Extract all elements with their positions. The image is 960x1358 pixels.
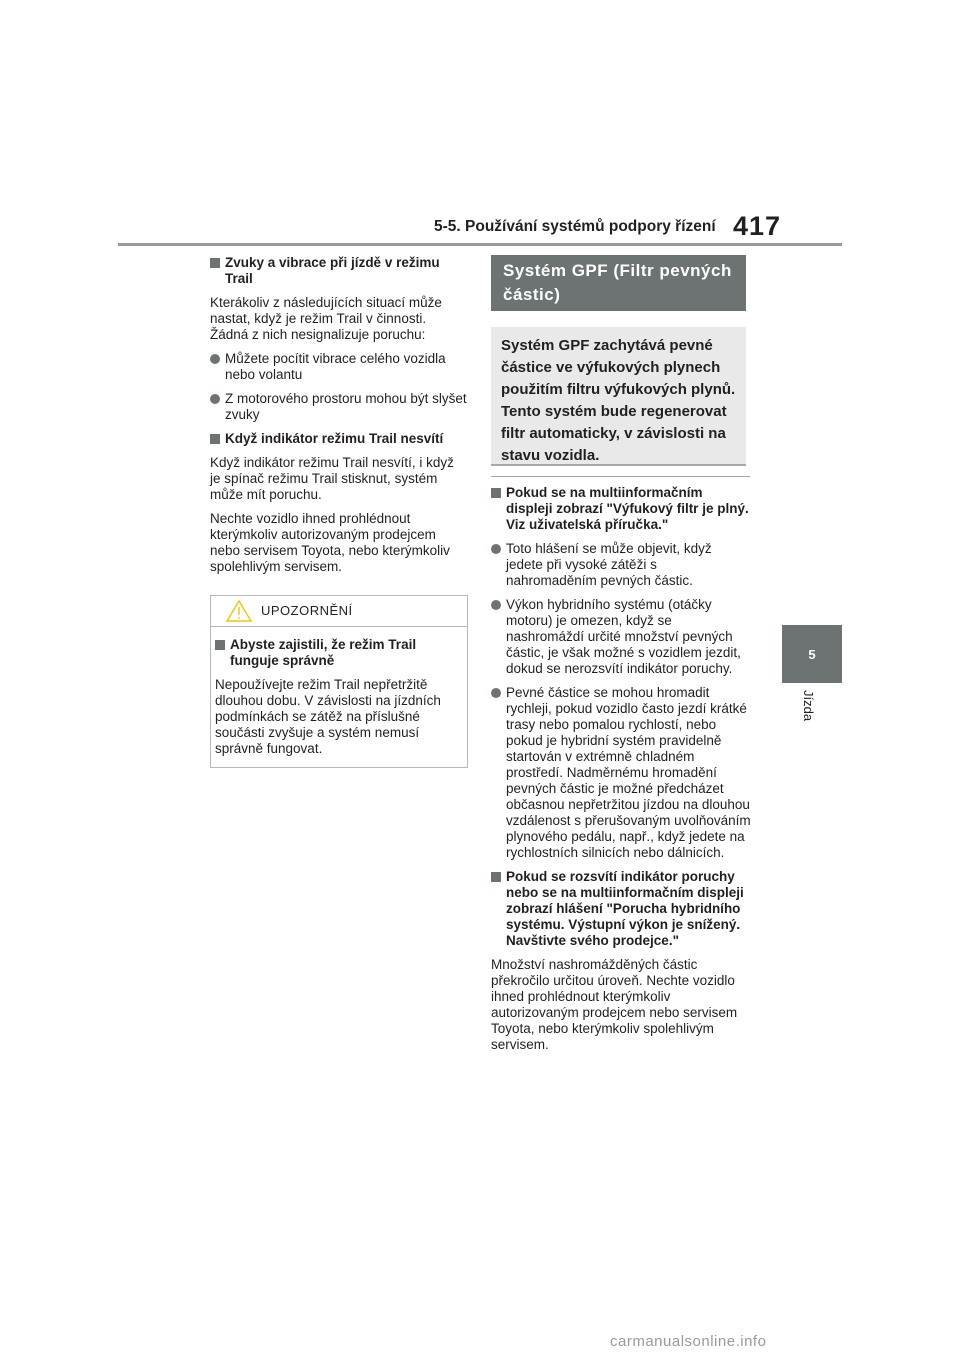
circle-bullet-icon (491, 688, 501, 698)
square-bullet-icon (210, 434, 220, 444)
list-item-text: Pevné částice se mohou hromadit rychleji, pokud vozidlo často jezdí krátké trasy nebo pomalou rychlostí, nebo pokud je hybridní systém pravidelně startován v extrémně chladném prostředí. Nadměrnému hromadění pevných částic je možné předcházet občasnou nepřetržitou jízdou na dlouhou vzdálenost s přerušovaným uvolňováním plynového pedálu, např., když jedete na rychlostních silnicích nebo dálnicích. (506, 685, 751, 860)
heading-text: Když indikátor režimu Trail nesvítí (225, 431, 444, 446)
list-item (491, 685, 751, 861)
warning-body (211, 627, 467, 767)
divider (491, 476, 750, 477)
list-item-text: Z motorového prostoru mohou být slyšet zvuky (225, 391, 467, 422)
square-bullet-icon (215, 640, 225, 650)
chapter-label: Jízda (801, 690, 816, 722)
page-number: 417 (733, 211, 782, 241)
right-column (491, 255, 751, 1061)
left-column (210, 255, 468, 768)
heading-text: Pokud se na multiinformačním displeji zobrazí "Výfukový filtr je plný. Viz uživatelská příručka." (506, 485, 749, 532)
circle-bullet-icon (491, 600, 501, 610)
circle-bullet-icon (210, 394, 220, 404)
heading-text: Abyste zajistili, že režim Trail funguje správně (230, 637, 417, 668)
square-bullet-icon (210, 258, 220, 268)
header-rule (118, 243, 842, 246)
list-item (210, 391, 468, 423)
square-bullet-icon (491, 872, 501, 882)
paragraph: Množství nashromážděných částic překročilo určitou úroveň. Nechte vozidlo ihned prohlédnout kterýmkoliv autorizovaným prodejcem nebo servisem Toyota, nebo kterýmkoliv spolehlivým servisem. (491, 957, 738, 1052)
warning-header (211, 596, 467, 627)
paragraph: Kterákoliv z následujících situací může nastat, když je režim Trail v činnosti. Žádná z nich nesignalizuje poruchu: (210, 295, 442, 342)
list-item (210, 351, 468, 383)
paragraph: Nechte vozidlo ihned prohlédnout kterýmkoliv autorizovaným prodejcem nebo servisem Toyota, nebo kterýmkoliv spolehlivým servisem. (210, 511, 450, 574)
square-bullet-icon (491, 488, 501, 498)
section-heading (491, 869, 751, 949)
list-item-text: Můžete pocítit vibrace celého vozidla nebo volantu (225, 351, 446, 382)
chapter-tab[interactable]: 5 (782, 625, 842, 683)
section-title: 5-5. Používání systémů podpory řízení (434, 218, 716, 235)
warning-title: UPOZORNĚNÍ (261, 603, 353, 618)
heading-text: Zvuky a vibrace při jízdě v režimu Trail (225, 255, 440, 286)
list-item-text: Výkon hybridního systému (otáčky motoru) je omezen, když se nashromáždí určité množství pevných částic, je však možné s vozidlem jezdit, dokud se nerozsvítí indikátor poruchy. (506, 597, 741, 676)
warning-box (210, 595, 468, 768)
heading-text: Pokud se rozsvítí indikátor poruchy nebo se na multiinformačním displeji zobrazí hlášení "Porucha hybridního systému. Výstupní výkon je snížený. Navštivte svého prodejce." (506, 869, 744, 948)
paragraph: Když indikátor režimu Trail nesvítí, i když je spínač režimu Trail stisknut, systém může mít poruchu. (210, 455, 454, 502)
watermark: carmanualsonline.info (610, 1333, 767, 1350)
section-heading (210, 431, 468, 447)
gpf-intro-box: Systém GPF zachytává pevné částice ve výfukových plynech použitím filtru výfukových plynů. Tento systém bude regenerovat filtr automaticky, v závislosti na stavu vozidla. (491, 327, 746, 466)
warning-heading (215, 637, 461, 669)
list-item-text: Toto hlášení se může objevit, když jedete při vysoké zátěži s nahromaděním pevných částic. (506, 541, 712, 588)
list-item (491, 597, 751, 677)
circle-bullet-icon (210, 354, 220, 364)
section-heading (491, 485, 751, 533)
list-item (491, 541, 751, 589)
warning-triangle-icon (225, 599, 253, 623)
section-heading (210, 255, 468, 287)
circle-bullet-icon (491, 544, 501, 554)
warning-text: Nepoužívejte režim Trail nepřetržitě dlouhou dobu. V závislosti na jízdních podmínkách se zátěž na příslušné součásti zvyšuje a systém nemusí správně fungovat. (215, 677, 441, 756)
gpf-section-title: Systém GPF (Filtr pevných částic) (491, 255, 746, 311)
